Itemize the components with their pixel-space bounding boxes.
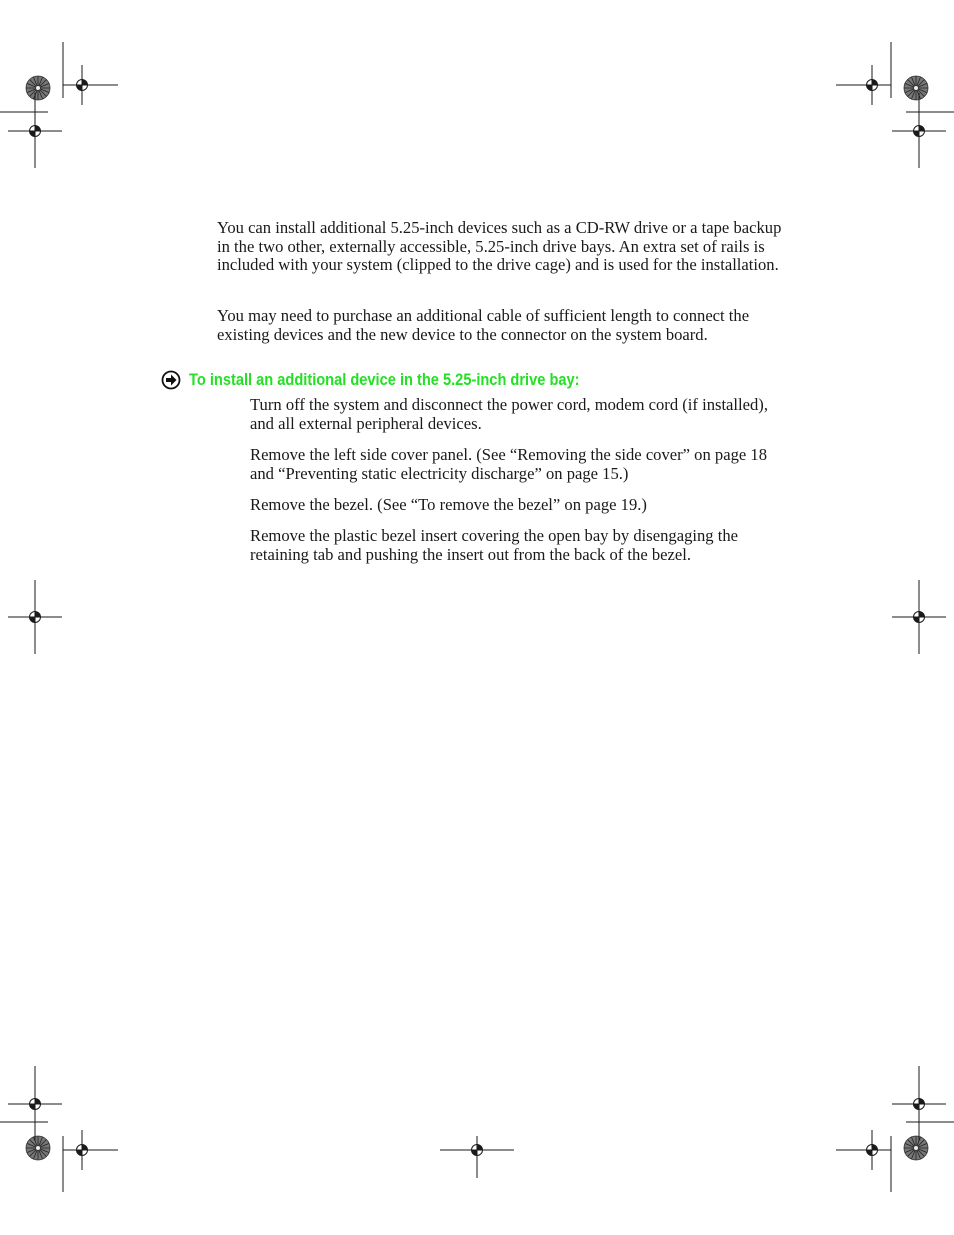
procedure-title: To install an additional device in the 5.25-inch drive bay: xyxy=(189,370,580,389)
registration-crosshair-icon xyxy=(892,1066,946,1141)
list-item: Remove the bezel. (See “To remove the bezel” on page 19.) xyxy=(250,495,647,514)
arrow-right-circle-icon xyxy=(161,370,181,390)
list-item: Turn off the system and disconnect the power cord, modem cord (if installed), and all external peripheral devices. xyxy=(250,395,768,433)
list-item: Remove the plastic bezel insert covering the open bay by disengaging the retaining tab and pushing the insert out from the back of the bezel. xyxy=(250,526,738,564)
registration-crosshair-icon xyxy=(892,93,946,168)
registration-crosshair-icon xyxy=(72,1130,92,1170)
starburst-target-icon xyxy=(904,76,928,100)
registration-crosshair-icon xyxy=(8,1066,62,1141)
starburst-target-icon xyxy=(26,1136,50,1160)
registration-crosshair-icon xyxy=(862,1130,882,1170)
registration-crosshair-icon xyxy=(467,1140,487,1160)
registration-crosshair-icon xyxy=(892,580,946,654)
procedure-heading xyxy=(161,368,801,392)
registration-crosshair-icon xyxy=(8,93,62,168)
cable-note-paragraph: You may need to purchase an additional cable of sufficient length to connect the existing devices and the new device to the connector on the system board. xyxy=(217,306,750,344)
starburst-target-icon xyxy=(26,76,50,100)
registration-crosshair-icon xyxy=(8,580,62,654)
registration-crosshair-icon xyxy=(862,65,882,105)
list-item: Remove the left side cover panel. (See “Removing the side cover” on page 18 and “Preventing static electricity discharge” on page 15.) xyxy=(250,445,767,483)
procedure-steps xyxy=(250,395,784,576)
intro-paragraph: You can install additional 5.25-inch devices such as a CD-RW drive or a tape backup in the two other, externally accessible, 5.25-inch drive bays. An extra set of rails is included with your system (clipped to the drive cage) and is used for the installation. xyxy=(217,218,782,275)
starburst-target-icon xyxy=(904,1136,928,1160)
crop-mark-icon xyxy=(0,42,954,1192)
registration-crosshair-icon xyxy=(72,65,92,105)
